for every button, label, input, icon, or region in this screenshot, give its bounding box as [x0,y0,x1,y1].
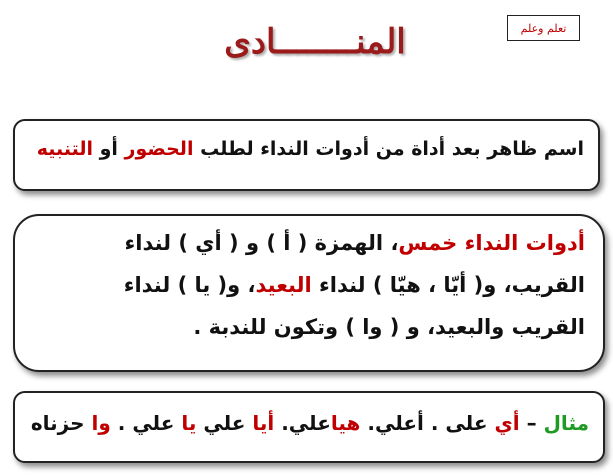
example-text-3: علي. [274,411,331,435]
tools-line-3: القريب والبعيد، و ( وا ) وتكون للندبة . [193,315,585,339]
tools-box [13,214,605,372]
definition-highlight-presence: الحضور [124,138,194,160]
example-particle-ay: أي [494,411,520,435]
example-particle-ya: يا [181,411,197,435]
example-text-1: على . [423,411,495,435]
tools-highlight-count: أدوات النداء خمس [398,231,585,255]
example-particle-ayya: أيا [252,411,275,435]
example-particle-wa: وا [91,411,111,435]
example-text-2: أعلي. [360,411,424,435]
example-text-6: حزناه [30,411,92,435]
example-label: مثال [543,411,589,435]
tools-line-1 [33,222,585,264]
example-text-5: علي . [110,411,182,435]
example-box [13,391,605,463]
example-dash: – [519,411,544,435]
example-text-4: علي [196,411,253,435]
definition-text: اسم ظاهر بعد أداة من أدوات النداء لطلب [193,138,584,160]
tools-line-2-text-b: ، و( يا ) لنداء [123,273,256,297]
tools-line-2 [33,264,585,306]
example-particle-hayya: هيا [330,411,361,435]
tools-line-1-text: ، الهمزة ( أ ) و ( أي ) لنداء [124,231,399,255]
definition-box [13,119,600,191]
page-title: المنــــــــادى [224,22,406,62]
definition-connector: أو [92,138,125,160]
learn-and-teach-label: تعلم وعلم [507,15,580,41]
tools-highlight-far: البعيد [255,273,312,297]
tools-line-2-text-a: القريب، و( أيّا ، هيّا ) لنداء [311,273,585,297]
definition-highlight-alert: التنبيه [36,138,93,160]
